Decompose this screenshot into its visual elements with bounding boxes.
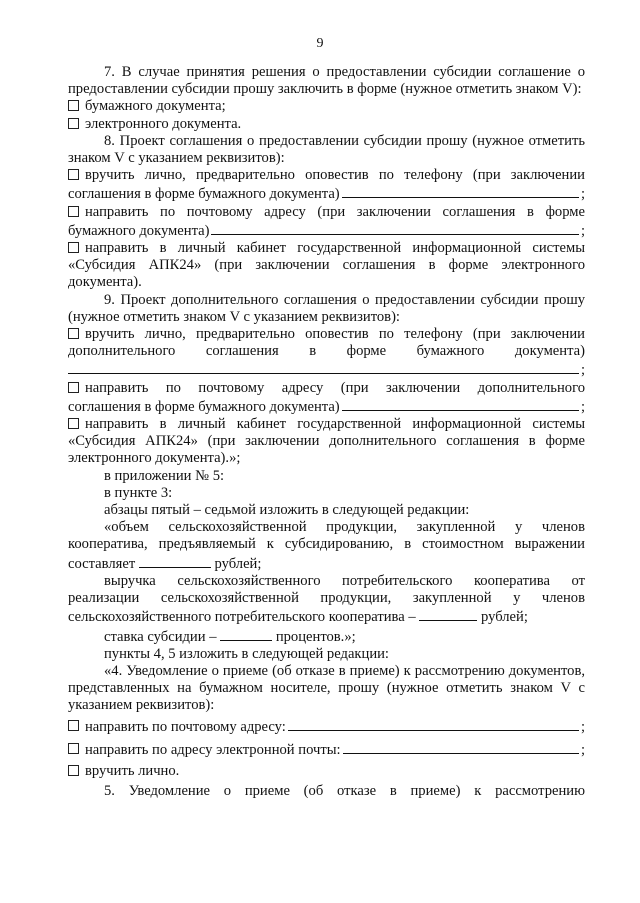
checkbox[interactable] xyxy=(68,242,79,253)
p9-option-post-line1: направить по почтовому адресу (при заключении дополнительного xyxy=(68,380,585,397)
checkbox[interactable] xyxy=(68,418,79,429)
paragraph-8: 8. Проект соглашения о предоставлении субсидии прошу (нужное отметить знаком V с указанием реквизитов): xyxy=(68,132,585,167)
checkbox[interactable] xyxy=(68,765,79,776)
p9-option-hand-line3: ; xyxy=(68,360,585,379)
blank-field[interactable] xyxy=(220,627,272,641)
revenue-paragraph: выручка сельскохозяйственного потребительского кооператива от реализации сельскохозяйственной продукции, закупленной у членов сельскохозяйственного потребительского кооператива – рублей; xyxy=(68,572,585,626)
blank-field[interactable] xyxy=(342,184,579,198)
blank-field[interactable] xyxy=(419,607,477,621)
p8-option-post-line2: бумажного документа) ; xyxy=(68,222,585,239)
checkbox[interactable] xyxy=(68,169,79,180)
p9-option-hand-line2: дополнительного соглашения в форме бумажного документа) xyxy=(68,343,585,360)
points45-line: пункты 4, 5 изложить в следующей редакции: xyxy=(104,645,389,662)
checkbox[interactable] xyxy=(68,720,79,731)
p7-option-electronic: электронного документа. xyxy=(68,116,585,133)
checkbox[interactable] xyxy=(68,118,79,129)
p8-option-hand-line2: соглашения в форме бумажного документа) ; xyxy=(68,186,585,203)
p8-option-post-line1: направить по почтовому адресу (при заключении соглашения в форме xyxy=(68,204,585,221)
p9-option-hand-line1: вручить лично, предварительно оповестив по телефону (при заключении xyxy=(68,326,585,343)
p8-option-cabinet: направить в личный кабинет государственной информационной системы «Субсидия АПК24» (при заключении соглашения в форме электронного документа). xyxy=(68,240,585,291)
paragraph-4: «4. Уведомление о приеме (об отказе в приеме) к рассмотрению документов, представленных на бумажном носителе, прошу (нужное отметить знаком V с указанием реквизитов): xyxy=(68,662,585,714)
document-body xyxy=(68,64,585,800)
paragraph-9: 9. Проект дополнительного соглашения о предоставлении субсидии прошу (нужное отметить знаком V с указанием реквизитов): xyxy=(68,291,585,325)
checkbox[interactable] xyxy=(68,328,79,339)
p8-option-hand-line1: вручить лично, предварительно оповестив по телефону (при заключении xyxy=(68,167,585,184)
checkbox[interactable] xyxy=(68,206,79,217)
blank-field[interactable] xyxy=(342,397,579,411)
checkbox[interactable] xyxy=(68,382,79,393)
point3-line: в пункте 3: xyxy=(104,484,173,501)
page-number: 9 xyxy=(316,36,324,51)
blank-field[interactable] xyxy=(211,221,578,235)
p4-option-hand: вручить лично. xyxy=(68,763,585,780)
p7-option-paper: бумажного документа; xyxy=(68,98,585,115)
rate-line: ставка субсидии – процентов.»; xyxy=(104,628,356,645)
blank-field[interactable] xyxy=(68,360,579,374)
abz-line: абзацы пятый – седьмой изложить в следующей редакции: xyxy=(104,502,470,519)
p9-option-post-line2: соглашения в форме бумажного документа) ; xyxy=(68,398,585,415)
blank-field[interactable] xyxy=(343,740,579,754)
paragraph-7: 7. В случае принятия решения о предоставлении субсидии соглашение о предоставлении субсидии прошу заключить в форме (нужное отметить знаком V): xyxy=(68,64,585,98)
paragraph-5: 5. Уведомление о приеме (об отказе в приеме) к рассмотрению xyxy=(104,783,585,800)
p9-option-cabinet: направить в личный кабинет государственной информационной системы «Субсидия АПК24» (при заключении дополнительного соглашения в форме электронного документа).»; xyxy=(68,416,585,467)
blank-field[interactable] xyxy=(139,554,211,568)
p4-option-email: направить по адресу электронной почты: ; xyxy=(68,740,585,759)
p4-option-post: направить по почтовому адресу: ; xyxy=(68,717,585,736)
volume-paragraph: «объем сельскохозяйственной продукции, закупленной у членов кооператива, предъявляемый к субсидированию, в стоимостном выражении составляет рублей; xyxy=(68,519,585,572)
appendix-line: в приложении № 5: xyxy=(104,467,225,484)
checkbox[interactable] xyxy=(68,743,79,754)
checkbox[interactable] xyxy=(68,100,79,111)
blank-field[interactable] xyxy=(288,717,579,731)
